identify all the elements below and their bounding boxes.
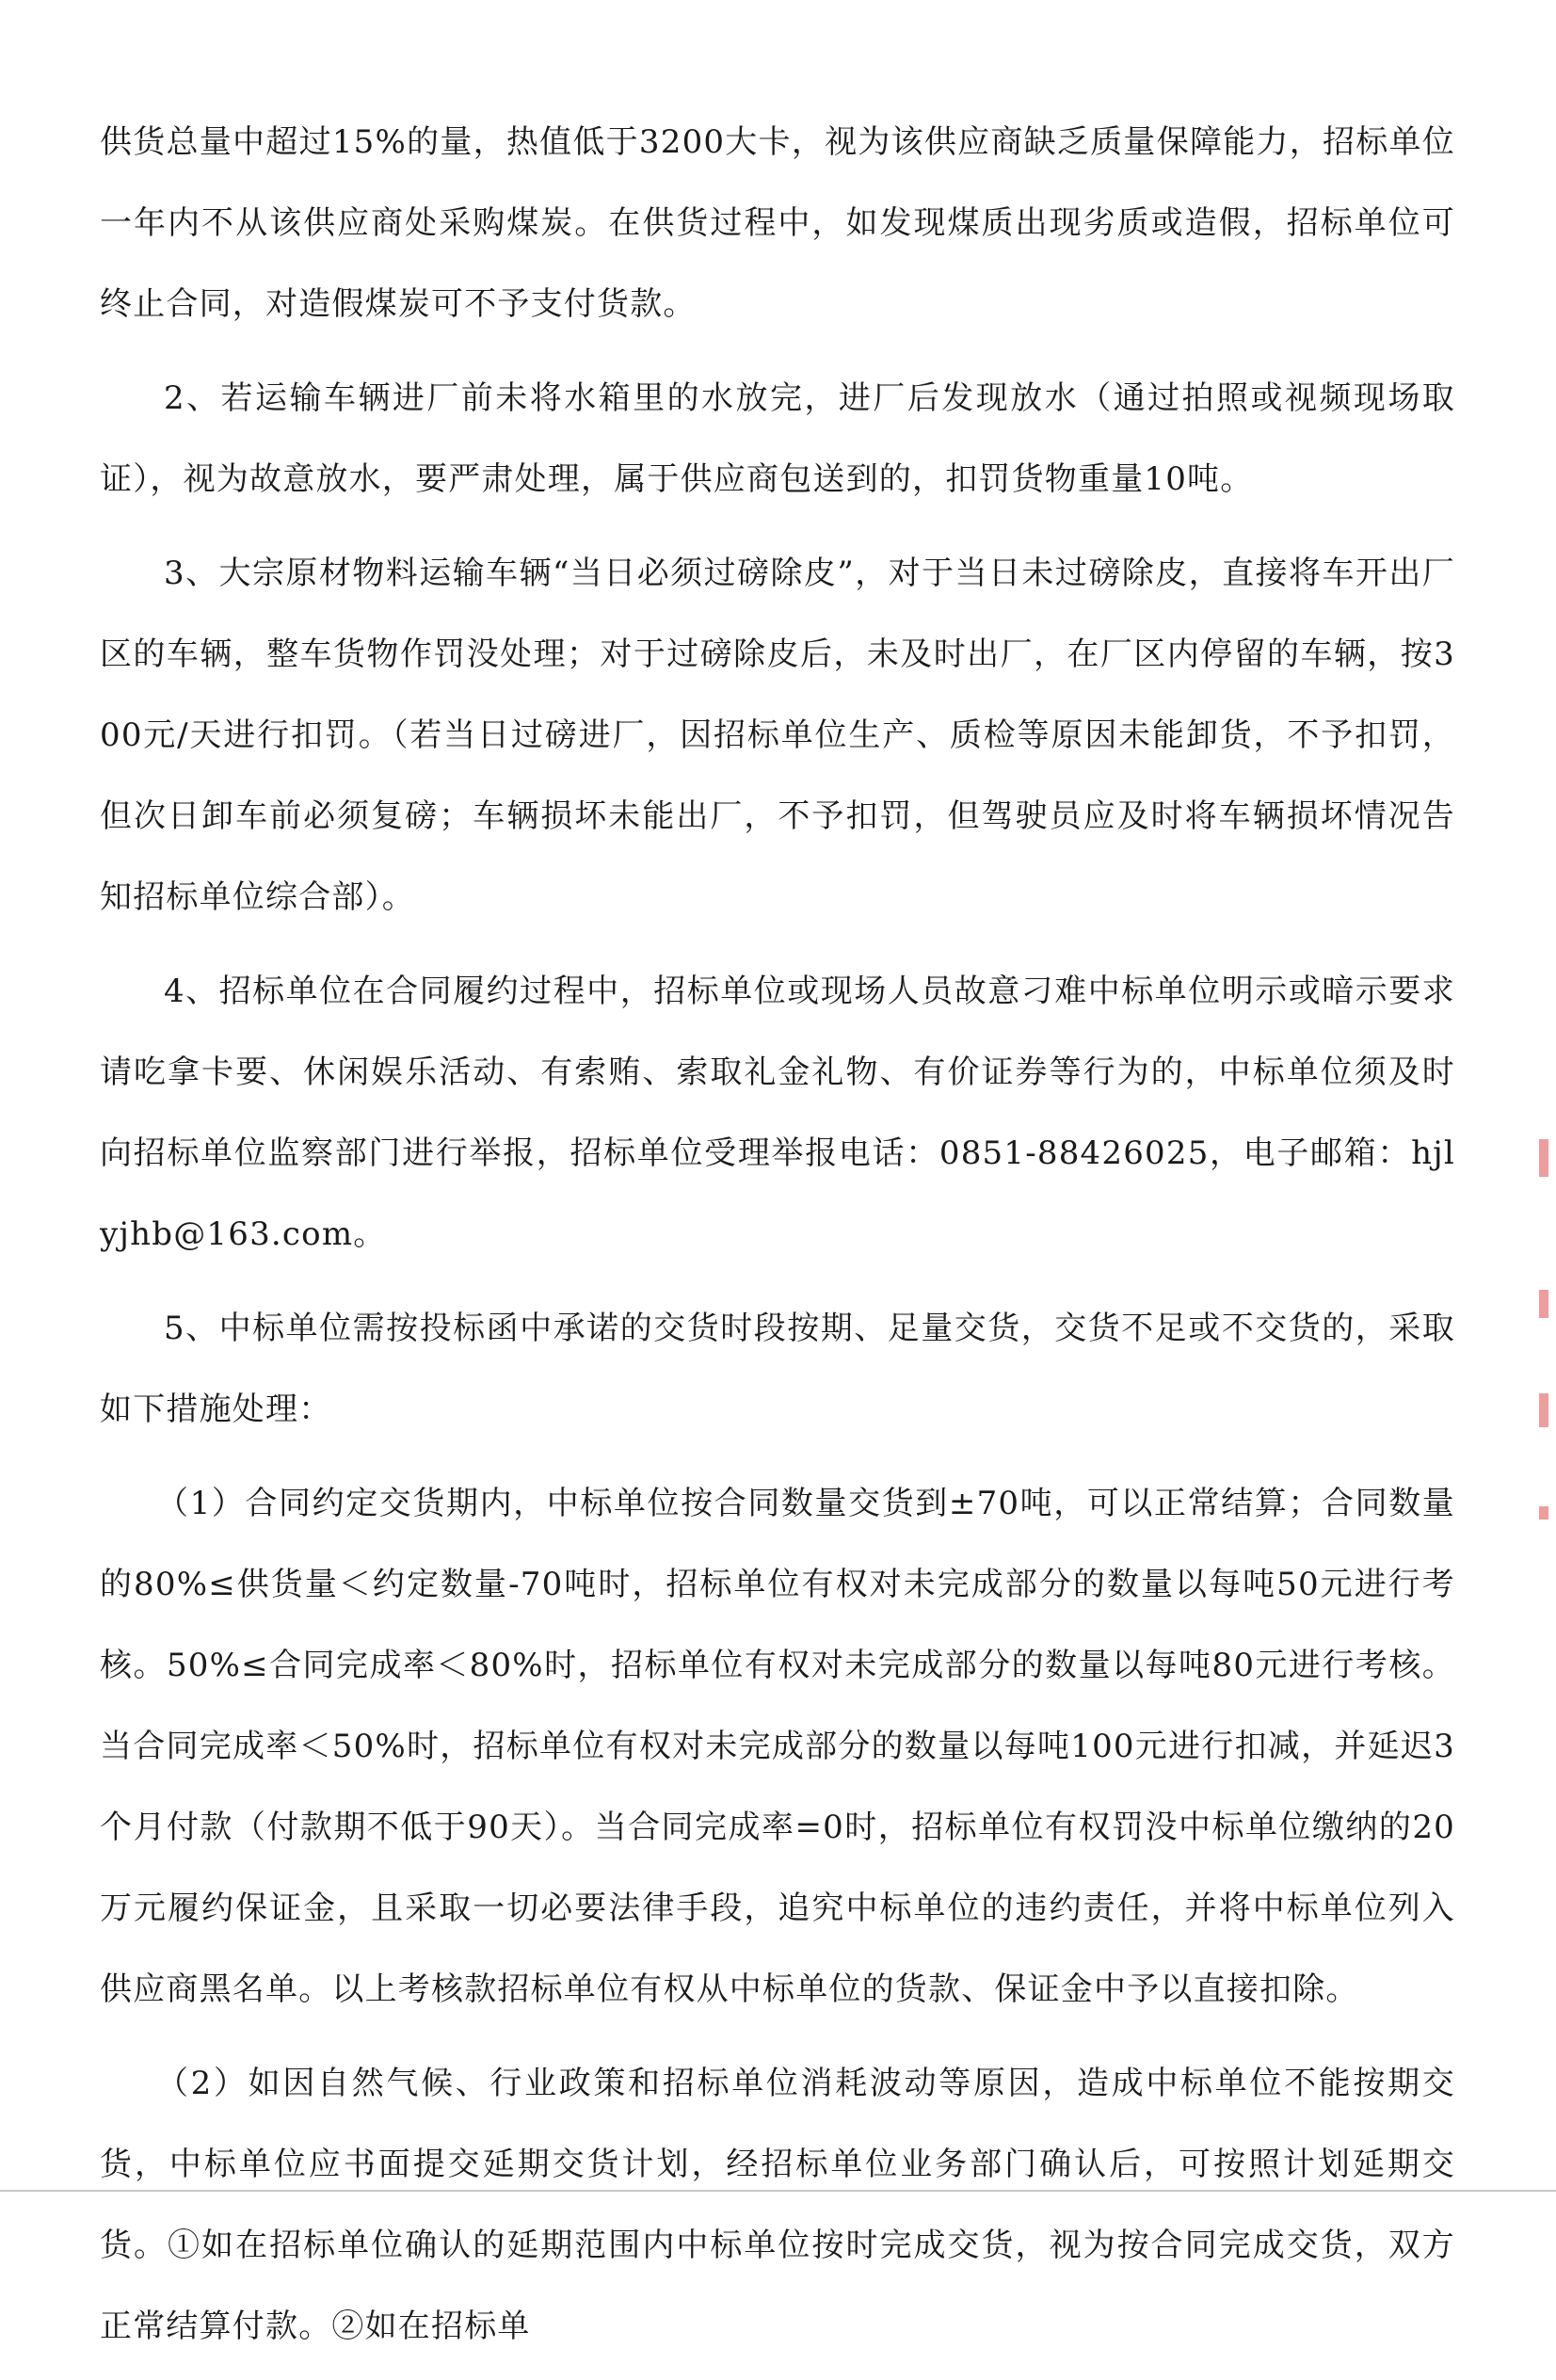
paragraph-weighing-clause: 3、大宗原材物料运输车辆“当日必须过磅除皮”，对于当日未过磅除皮，直接将车开出厂区的车辆，整车货物作罚没处理；对于过磅除皮后，未及时出厂，在厂区内停留的车辆，按300元/天进行扣罚。（若当日过磅进厂，因招标单位生产、质检等原因未能卸货，不予扣罚，但次日卸车前必须复磅；车辆损坏未能出厂，不予扣罚，但驾驶员应及时将车辆损坏情况告知招标单位综合部）。 (100, 555, 1455, 916)
paragraph-delivery-subclause-1: （1）合同约定交货期内，中标单位按合同数量交货到±70吨，可以正常结算；合同数量的80%≤供货量＜约定数量-70吨时，招标单位有权对未完成部分的数量以每吨50元进行考核。50%≤合同完成率＜80%时，招标单位有权对未完成部分的数量以每吨80元进行考核。当合同完成率＜50%时，招标单位有权对未完成部分的数量以每吨100元进行扣减，并延迟3个月付款（付款期不低于90天）。当合同完成率=0时，招标单位有权罚没中标单位缴纳的20万元履约保证金，且采取一切必要法律手段，追究中标单位的违约责任，并将中标单位列入供应商黑名单。以上考核款招标单位有权从中标单位的货款、保证金中予以直接扣除。 (100, 1485, 1455, 2008)
document-body (100, 102, 1455, 2380)
scan-stamp-mark-top (1539, 1139, 1548, 1177)
paragraph-reporting-clause: 4、招标单位在合同履约过程中，招标单位或现场人员故意刁难中标单位明示或暗示要求请吃拿卡要、休闲娱乐活动、有索贿、索取礼金礼物、有价证券等行为的，中标单位须及时向招标单位监察部门进行举报，招标单位受理举报电话：0851-88426025，电子邮箱：hjlyjhb@163.com。 (100, 973, 1455, 1253)
scan-edge-line (0, 2190, 1556, 2192)
paragraph-quality-clause: 供货总量中超过15%的量，热值低于3200大卡，视为该供应商缺乏质量保障能力，招标单位一年内不从该供应商处采购煤炭。在供货过程中，如发现煤质出现劣质或造假，招标单位可终止合同，对造假煤炭可不予支付货款。 (100, 123, 1455, 323)
scan-stamp-mark-bottom (1539, 1506, 1548, 1520)
scan-stamp-mark-lower (1539, 1393, 1548, 1427)
paragraph-water-tank-clause: 2、若运输车辆进厂前未将水箱里的水放完，进厂后发现放水（通过拍照或视频现场取证），视为故意放水，要严肃处理，属于供应商包送到的，扣罚货物重量10吨。 (100, 379, 1455, 498)
scan-stamp-mark-middle (1539, 1290, 1548, 1318)
paragraph-delivery-subclause-2: （2）如因自然气候、行业政策和招标单位消耗波动等原因，造成中标单位不能按期交货，中标单位应书面提交延期交货计划，经招标单位业务部门确认后，可按照计划延期交货。①如在招标单位确认的延期范围内中标单位按时完成交货，视为按合同完成交货，双方正常结算付款。②如在招标单 (100, 2065, 1455, 2345)
paragraph-delivery-clause: 5、中标单位需按投标函中承诺的交货时段按期、足量交货，交货不足或不交货的，采取如下措施处理： (100, 1310, 1455, 1428)
